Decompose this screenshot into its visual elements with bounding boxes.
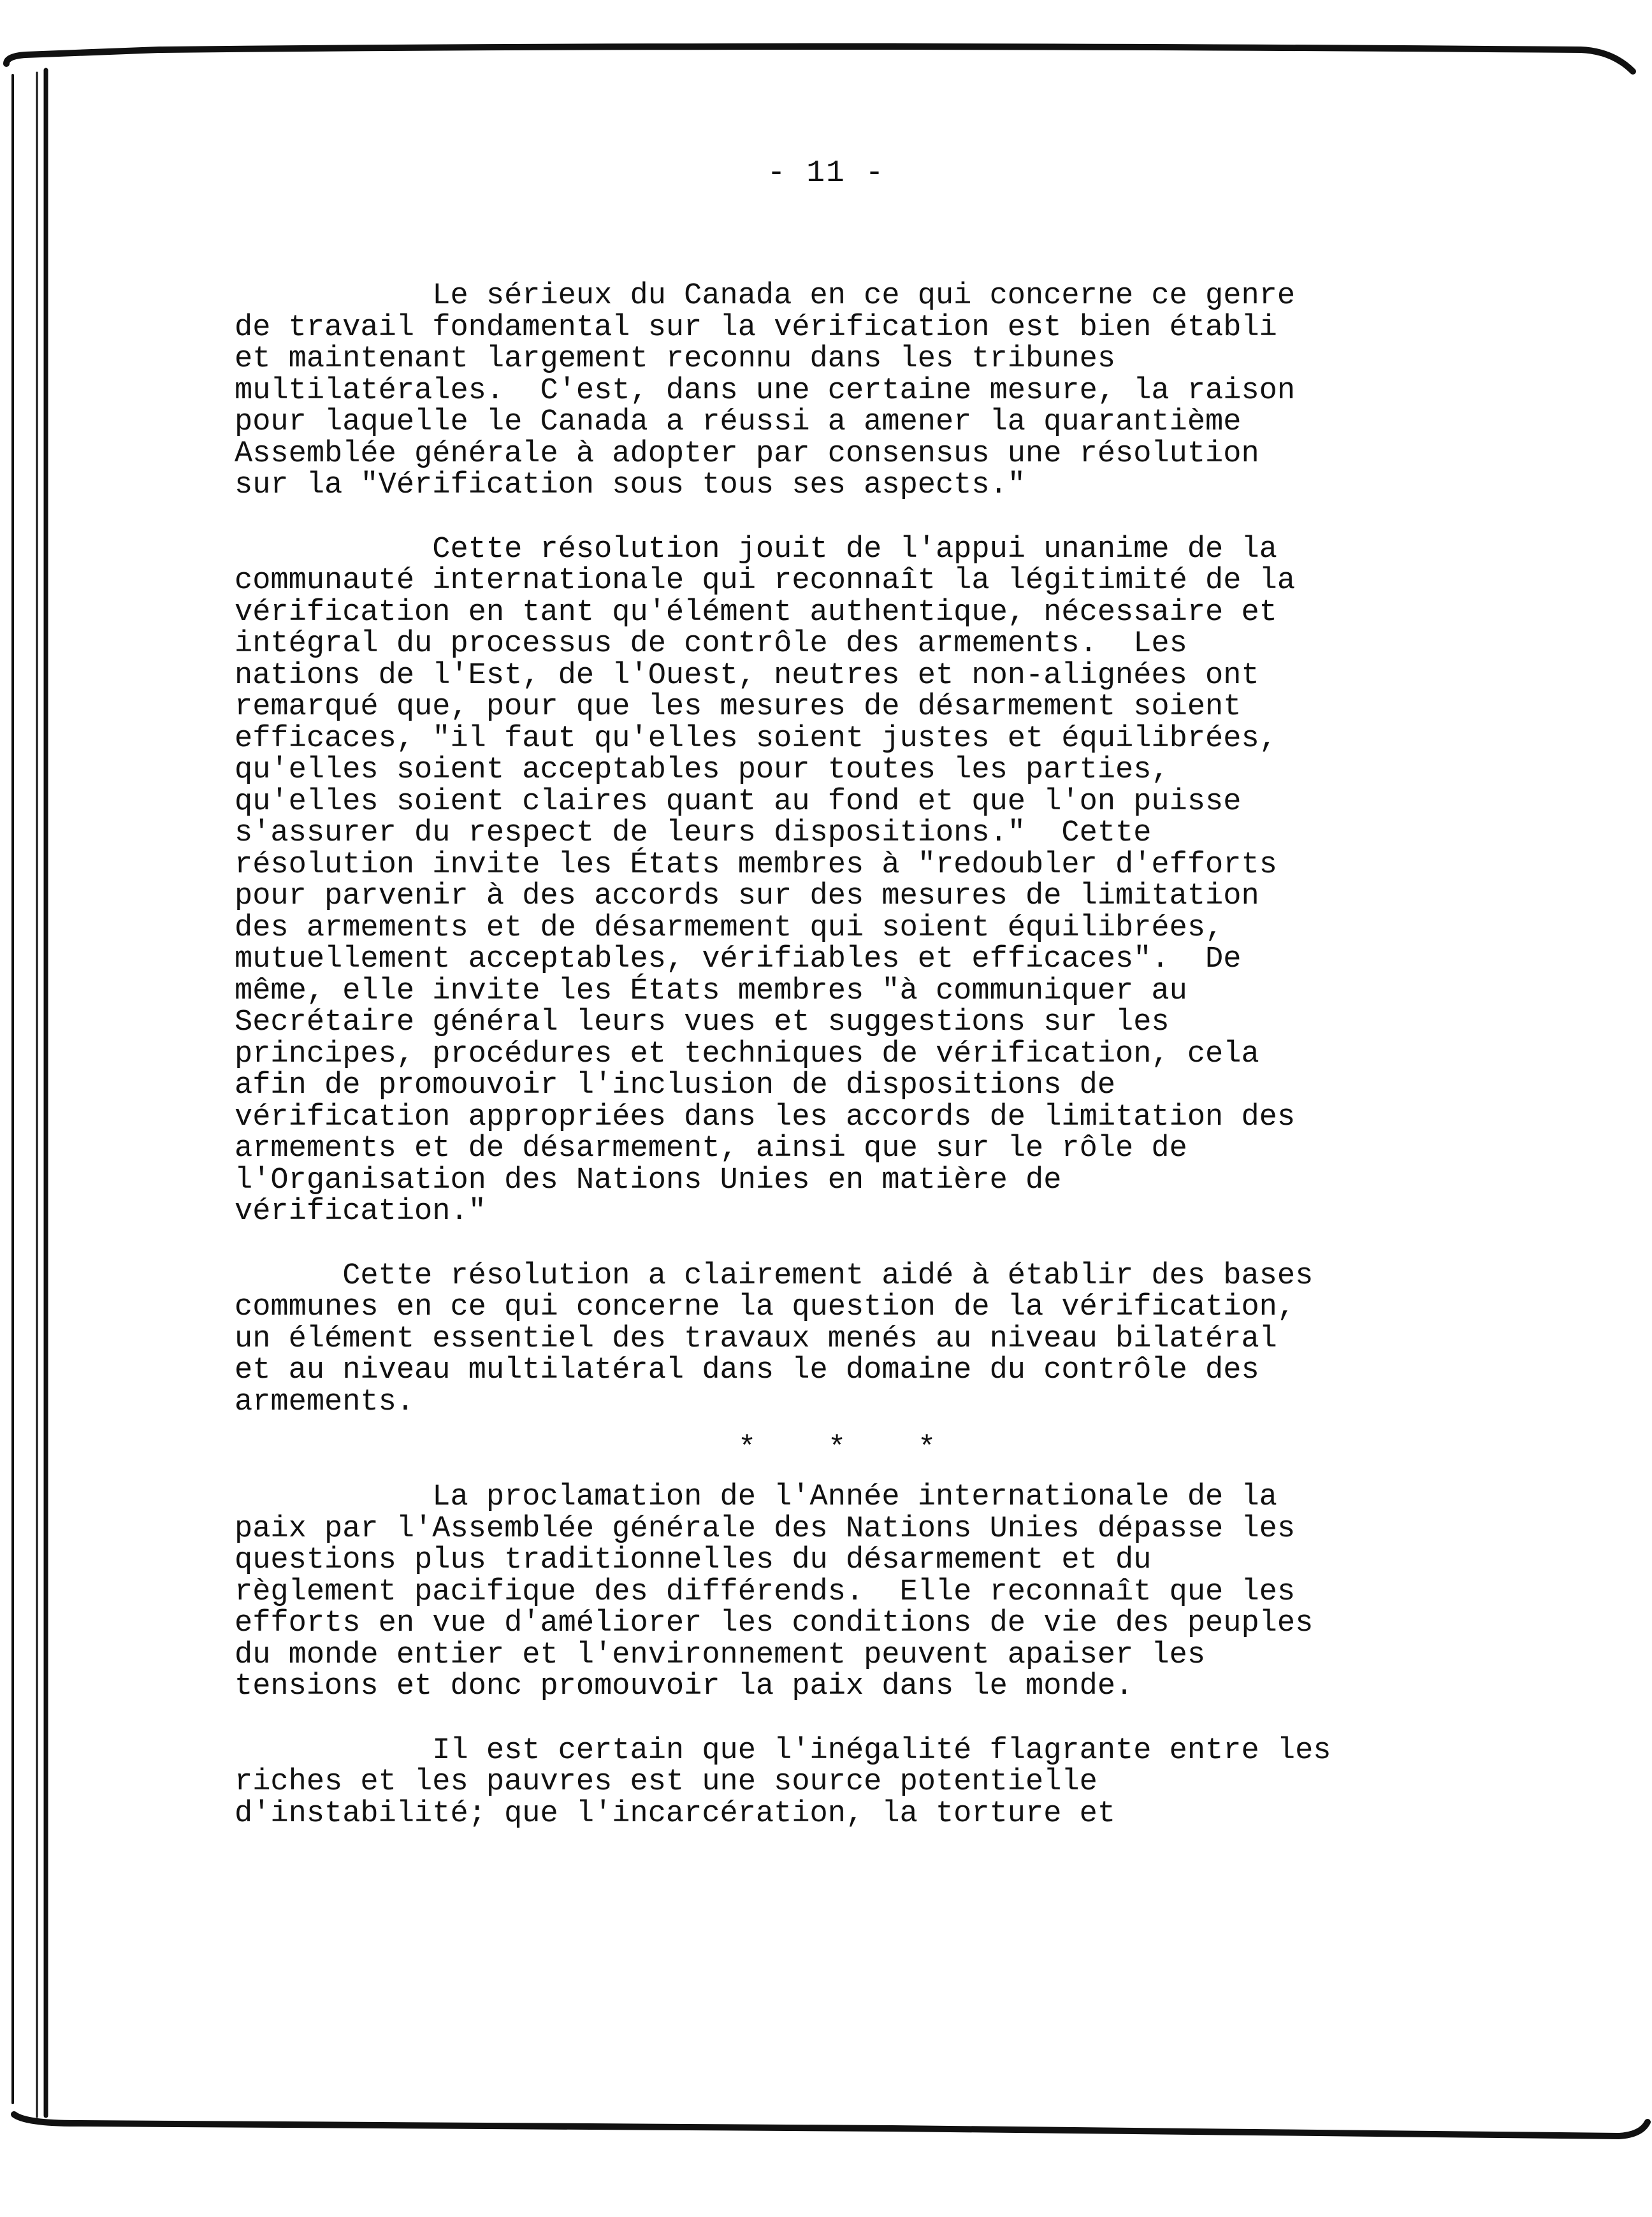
page-number: - 11 - — [767, 156, 885, 191]
document-body — [235, 280, 1420, 1830]
paragraph: La proclamation de l'Année internationale de la paix par l'Assemblée générale des Nations Unies dépasse les questions plus traditionnelles du désarmement et du règlement pacifique des différends. Elle reconnaît que les efforts en vue d'améliorer les conditions de vie des peuples du monde entier et l'environnement peuvent apaiser les tensions et donc promouvoir la paix dans le monde. — [235, 1480, 1314, 1703]
paragraph: Cette résolution jouit de l'appui unanime de la communauté internationale qui reconnaît la légitimité de la vérification en tant qu'élément authentique, nécessaire et intégral du processus de contrôle des armements. Les nations de l'Est, de l'Ouest, neutres et non-alignées ont remarqué que, pour que les mesures de désarmement soient efficaces, "il faut qu'elles soient justes et équilibrées, qu'elles soient acceptables pour toutes les parties, qu'elles soient claires quant au fond et que l'on puisse s'assurer du respect de leurs dispositions." Cette résolution invite les États membres à "redoubler d'efforts pour parvenir à des accords sur des mesures de limitation des armements et de désarmement qui soient équilibrées, mutuellement acceptables, vérifiables et efficaces". De même, elle invite les États membres "à communiquer au Secrétaire général leurs vues et suggestions sur les principes, procédures et techniques de vérification, cela afin de promouvoir l'inclusion de dispositions de vérification appropriées dans les accords de limitation des armements et de désarmement, ainsi que sur le rôle de l'Organisation des Nations Unies en matière de vérification." — [235, 532, 1296, 1229]
paragraph: Il est certain que l'inégalité flagrante entre les riches et les pauvres est une source potentielle d'instabilité; que l'incarcération, la torture et — [235, 1733, 1331, 1831]
paragraph: Cette résolution a clairement aidé à établir des bases communes en ce qui concerne la question de la vérification, un élément essentiel des travaux menés au niveau bilatéral et au niveau multilatéral dans le domaine du contrôle des armements. — [235, 1259, 1314, 1419]
section-separator: * * * — [738, 1432, 936, 1466]
paragraph: Le sérieux du Canada en ce qui concerne ce genre de travail fondamental sur la vérification est bien établi et maintenant largement reconnu dans les tribunes multilatérales. C'est, dans une certaine mesure, la raison pour laquelle le Canada a réussi a amener la quarantième Assemblée générale à adopter par consensus une résolution sur la "Vérification sous tous ses aspects." — [235, 279, 1296, 502]
